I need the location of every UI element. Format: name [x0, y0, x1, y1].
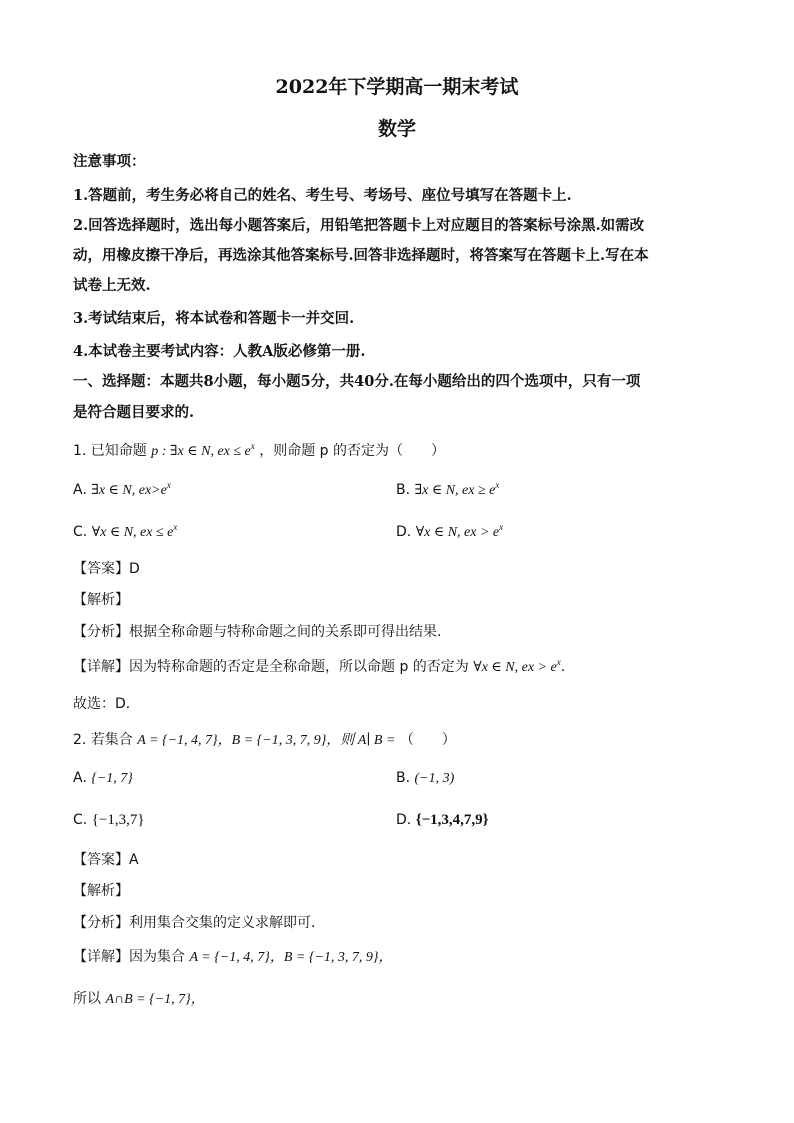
q1-option-b-math: ∃x ∈ N, ex ≥ e	[414, 483, 496, 498]
q2-option-c-label: C.	[73, 812, 88, 828]
q2-option-d-label: D.	[396, 812, 412, 828]
q1-stem-suffix: ，则命题 p 的否定为（ ）	[259, 443, 446, 459]
q2-answer-tag: 【答案】	[73, 852, 129, 868]
q1-option-c	[73, 522, 177, 541]
q1-option-c-sup: x	[173, 522, 178, 532]
q2-option-d	[396, 812, 489, 829]
q1-option-b-sup: x	[495, 480, 500, 490]
q1-option-c-math: ∀x ∈ N, ex ≤ e	[91, 525, 174, 540]
q1-answer-tag: 【答案】	[73, 561, 129, 577]
q1-conclusion: 故选：D.	[73, 696, 131, 712]
q1-detail-tag: 【详解】	[73, 659, 129, 675]
note-4: 4.本试卷主要考试内容：人教A版必修第一册.	[73, 343, 366, 360]
q1-option-a-sup: x	[166, 480, 171, 490]
q1-fenxi-text: 根据全称命题与特称命题之间的关系即可得出结果.	[129, 624, 442, 640]
section1-line-2: 是符合题目要求的.	[73, 404, 195, 421]
q2-analysis-tag: 【解析】	[73, 883, 129, 899]
q1-detail-math: ∀x ∈ N, ex > e	[473, 660, 557, 675]
q2-so-math: A∩B = {−1, 7}，	[105, 992, 205, 1007]
q1-option-d-sup: x	[499, 522, 504, 532]
q2-detail-math: A = {−1, 4, 7}，B = {−1, 3, 7, 9}，	[189, 950, 393, 965]
q1-option-a	[73, 480, 171, 499]
q1-option-d	[396, 522, 503, 541]
q1-option-a-math: ∃x ∈ N, ex>e	[91, 483, 167, 498]
q2-answer-value: A	[129, 852, 139, 868]
q1-detail-prefix: 因为特称命题的否定是全称命题，所以命题 p 的否定为	[129, 659, 469, 675]
q1-option-d-label: D.	[396, 524, 412, 540]
notes-heading: 注意事项：	[73, 153, 146, 170]
q1-option-d-math: ∀x ∈ N, ex > e	[415, 525, 500, 540]
note-2-line-3: 试卷上无效.	[73, 277, 151, 294]
q1-fenxi-tag: 【分析】	[73, 624, 129, 640]
q2-stem-prefix: 2. 若集合	[73, 732, 133, 748]
q1-analysis-tag: 【解析】	[73, 592, 129, 608]
q1-detail-sup: x	[556, 657, 561, 667]
q1-option-b	[396, 480, 499, 499]
note-2-line-1: 2.回答选择题时，选出每小题答案后，用铅笔把答题卡上对应题目的答案标号涂黑.如需改	[73, 217, 645, 234]
q1-stem-sup: x	[250, 441, 255, 451]
q2-detail	[73, 946, 723, 966]
q1-stem	[73, 440, 723, 460]
section1-line-1: 一、选择题：本题共8小题，每小题5分，共40分.在每小题给出的四个选项中，只有一项	[73, 373, 641, 390]
q2-stem-math: A = {−1, 4, 7}，B = {−1, 3, 7, 9}，则 A∣ B =	[137, 733, 396, 748]
q2-fenxi	[73, 912, 723, 932]
q2-option-b-label: B.	[396, 770, 411, 786]
q2-option-b	[396, 770, 454, 787]
q2-answer	[73, 849, 723, 869]
subject-title: 数学	[377, 118, 416, 140]
q2-fenxi-tag: 【分析】	[73, 915, 129, 931]
q1-option-b-label: B.	[396, 482, 411, 498]
q1-stem-prefix: 1. 已知命题	[73, 443, 147, 459]
q2-fenxi-text: 利用集合交集的定义求解即可.	[129, 915, 316, 931]
q1-fenxi	[73, 621, 723, 641]
q2-option-b-math: (−1, 3)	[414, 771, 455, 786]
q2-option-c-math: {−1,3,7}	[91, 812, 145, 828]
q1-option-c-label: C.	[73, 524, 88, 540]
q2-detail-tag: 【详解】	[73, 949, 129, 965]
q2-stem	[73, 729, 723, 749]
note-1: 1.答题前，考生务必将自己的姓名、考生号、考场号、座位号填写在答题卡上.	[73, 187, 572, 204]
q2-option-a	[73, 770, 133, 787]
q1-answer	[73, 558, 723, 578]
q1-option-a-label: A.	[73, 482, 87, 498]
q1-detail-suffix: .	[560, 659, 566, 675]
note-2-line-2: 动，用橡皮擦干净后，再选涂其他答案标号.回答非选择题时，将答案写在答题卡上.写在本	[73, 247, 649, 264]
q2-so	[73, 988, 723, 1008]
exam-title: 2022年下学期高一期末考试	[275, 76, 519, 98]
q2-option-d-math: {−1,3,4,7,9}	[415, 812, 489, 828]
q1-stem-math: p : ∃x ∈ N, ex ≤ e	[151, 444, 251, 459]
q1-detail	[73, 656, 723, 676]
q2-option-a-math: {−1, 7}	[91, 771, 133, 786]
q2-detail-prefix: 因为集合	[129, 949, 185, 965]
q2-stem-suffix: （ ）	[399, 732, 456, 748]
q1-answer-value: D	[129, 561, 140, 577]
q2-option-c	[73, 812, 145, 829]
q2-so-prefix: 所以	[73, 991, 101, 1007]
q2-option-a-label: A.	[73, 770, 87, 786]
note-3: 3.考试结束后，将本试卷和答题卡一并交回.	[73, 310, 355, 327]
